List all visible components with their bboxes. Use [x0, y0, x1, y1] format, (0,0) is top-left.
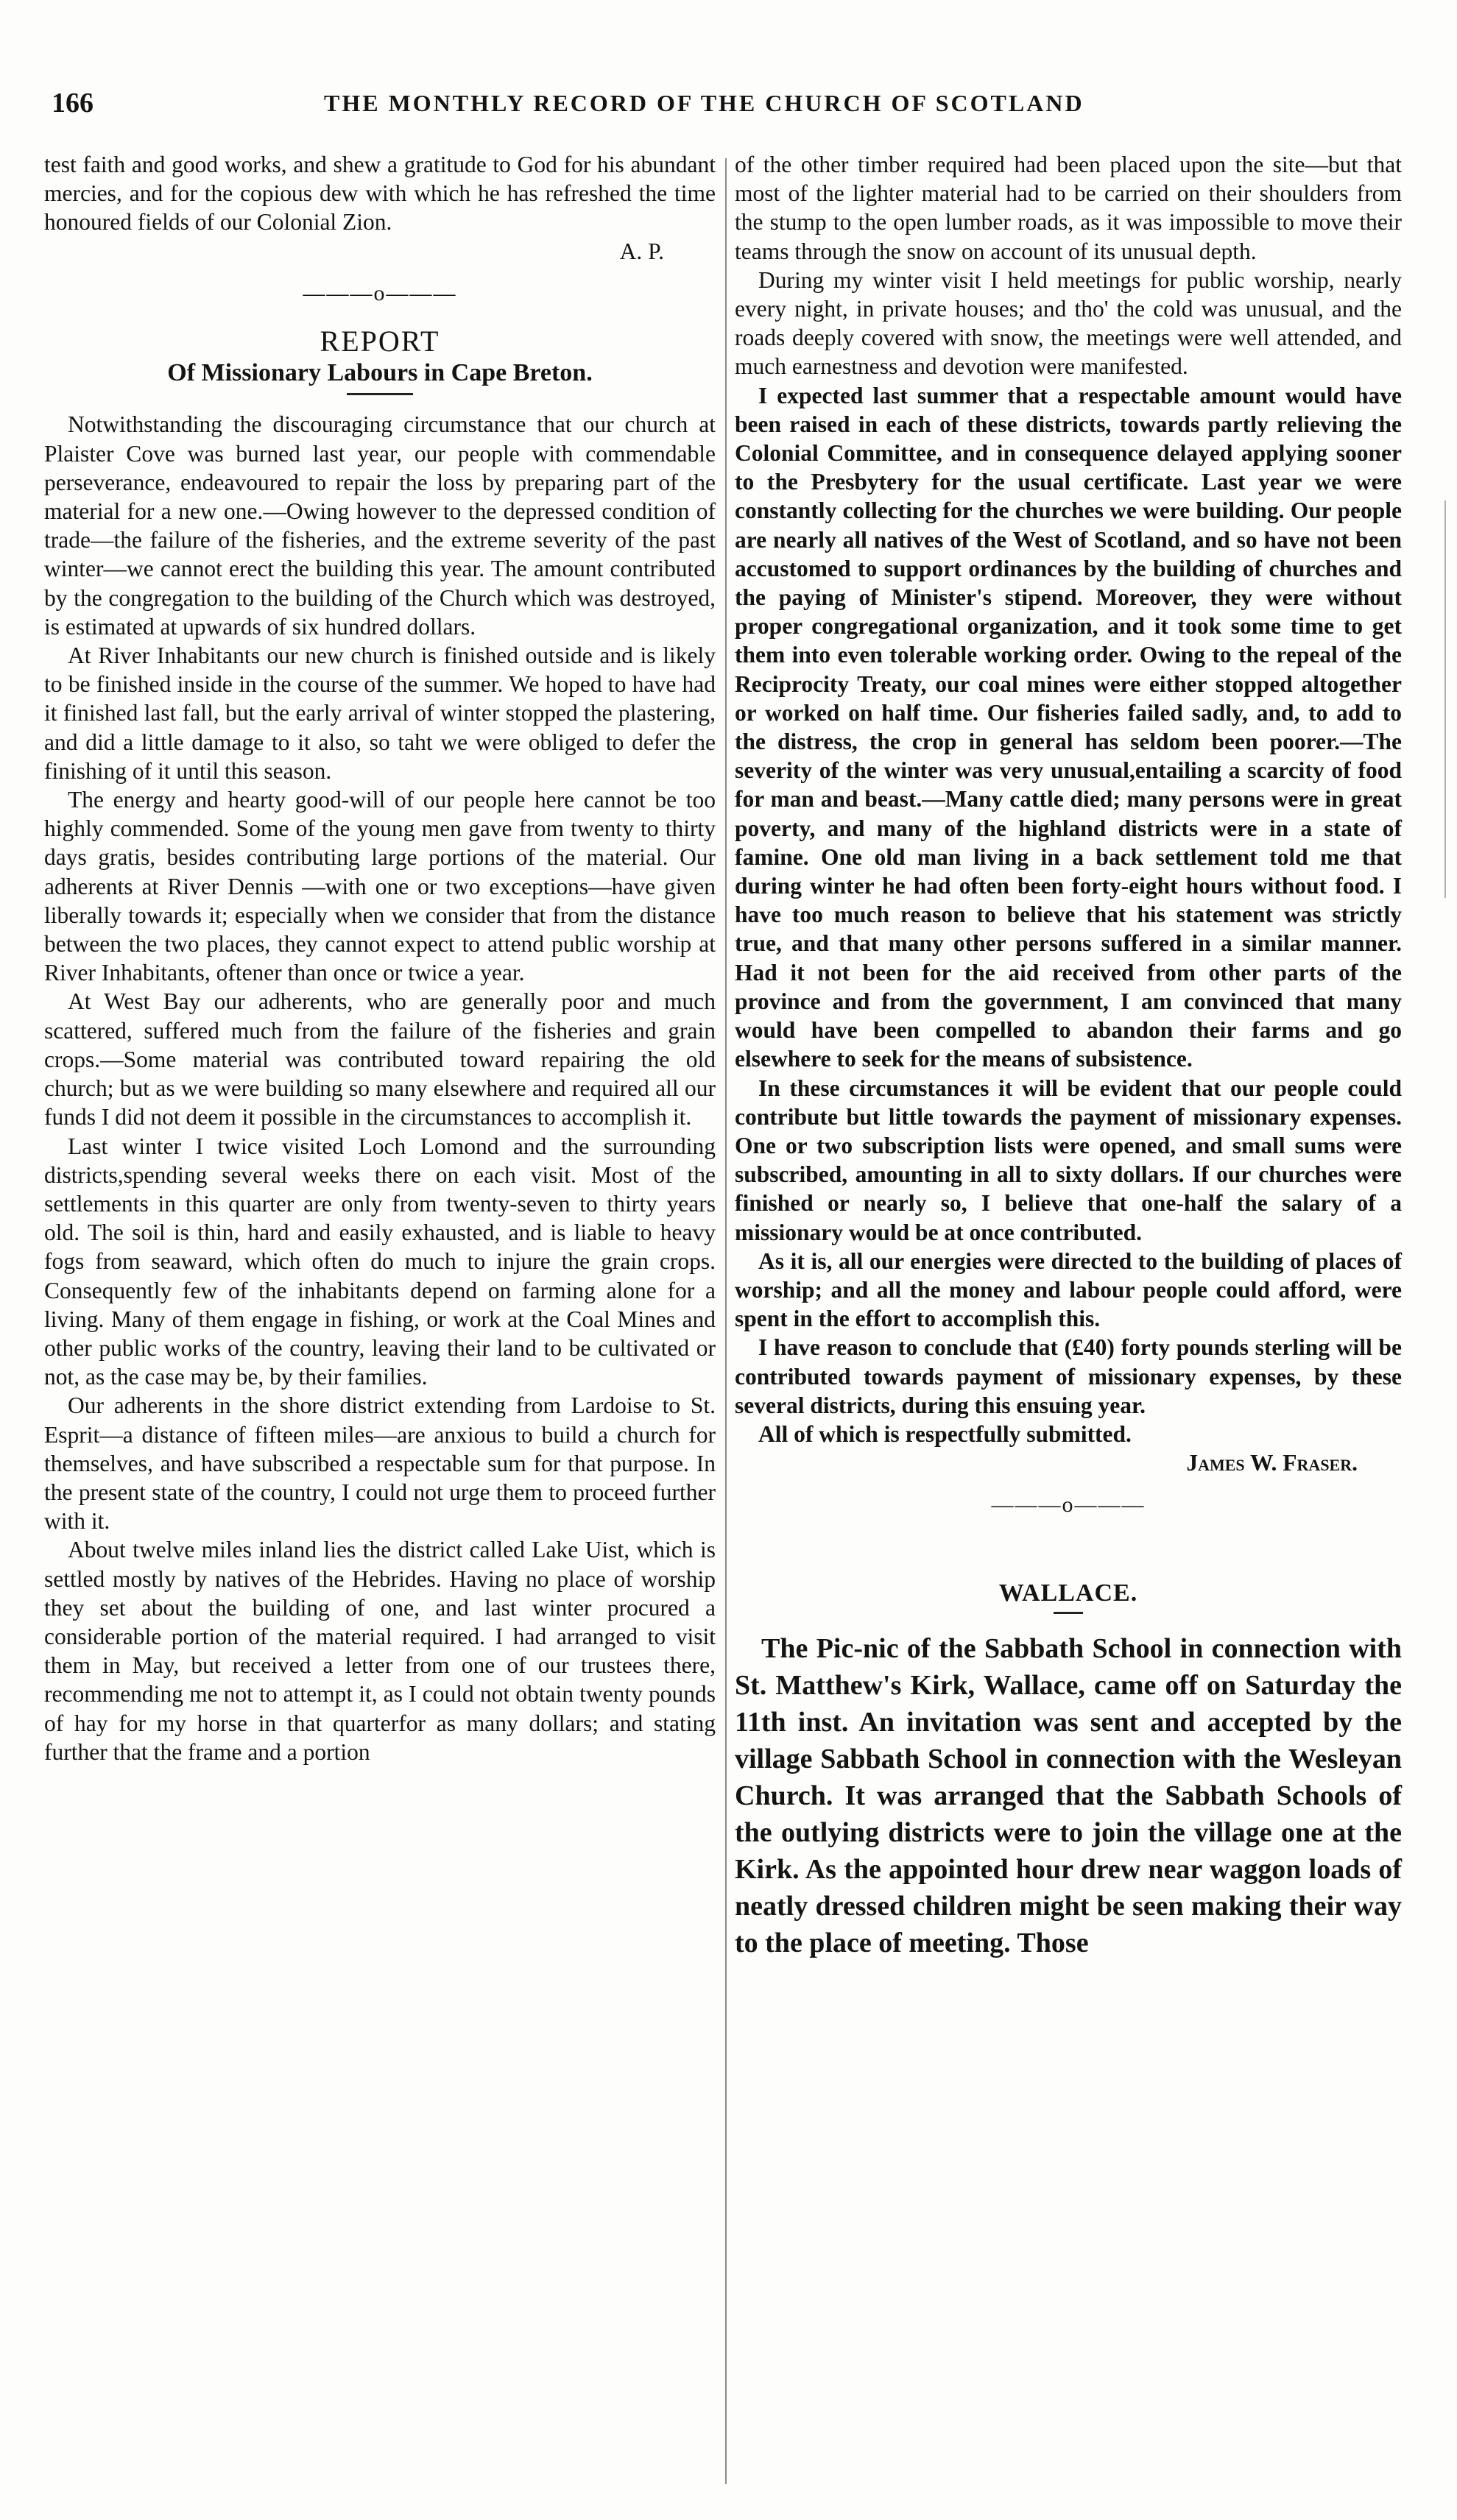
running-head	[52, 87, 1399, 124]
report-paragraph-7: About twelve miles inland lies the district called Lake Uist, which is settled mostly by natives of the Hebrides. Having no place of worship they set about the building of one, and last winter procured a considerable portion of the material required. I had arranged to visit them in May, but received a letter from one of our trustees there, recommending me not to attempt it, as I could not obtain twenty pounds of hay for my horse in that quarterfor as many dollars; and stating further that the frame and a portion	[44, 1537, 716, 1765]
report-paragraph-2: At River Inhabitants our new church is finished outside and is likely to be finished inside in the course of the summer. We hoped to have had it finished last fall, but the early arrival of winter stopped the plastering, and did a little damage to it also, so taht we were obliged to defer the finishing of it until this season.	[44, 643, 716, 784]
report-paragraph-9: During my winter visit I held meetings for public worship, nearly every night, in private houses; and tho' the cold was unusual, and the roads deeply covered with snow, the meetings were well attended, and much earnestness and devotion were manifested.	[735, 266, 1402, 380]
report-paragraph-4: At West Bay our adherents, who are generally poor and much scattered, suffered much from the failure of the fisheries and grain crops.—Some material was contributed toward repairing the old church; but as we were building so many elsewhere and required all our funds I did not deem it possible in the circumstances to accomplish it.	[44, 988, 716, 1130]
column-divider-rule	[725, 158, 727, 2484]
wallace-title-underline	[1054, 1612, 1083, 1614]
wallace-article	[735, 1630, 1402, 1961]
wallace-paragraph: The Pic-nic of the Sabbath School in connection with St. Matthew's Kirk, Wallace, came off on Saturday the 11th inst. An invitation was sent and accepted by the village Sabbath School in connection with the Wesleyan Church. It was arranged that the Sabbath Schools of the outlying districts were to join the village one at the Kirk. As the appointed hour drew near waggon loads of neatly dressed children might be seen making their way to the place of meeting. Those	[735, 1632, 1402, 1958]
report-paragraph-1: Notwithstanding the discouraging circumstance that our church at Plaister Cove was burned last year, our people with commendable perseverance, endeavoured to repair the loss by preparing part of the material for a new one.—Owing however to the depressed condition of trade—the failure of the fisheries, and the extreme severity of the past winter—we cannot erect the building this year. The amount contributed by the congregation to the building of the Church which was destroyed, is estimated at upwards of six hundred dollars.	[44, 411, 716, 640]
continued-paragraph: test faith and good works, and shew a gratitude to God for his abundant mercies, and for the copious dew with which he has refreshed the time honoured fields of our Colonial Zion.	[44, 152, 716, 236]
opening-signature: A. P.	[619, 238, 664, 264]
section-divider-2: ———o———	[991, 1493, 1146, 1518]
margin-mark	[1444, 500, 1446, 898]
report-paragraph-14: All of which is respectfully submitted.	[758, 1420, 1132, 1447]
report-paragraph-10: I expected last summer that a respectable amount would have been raised in each of these districts, towards partly relieving the Colonial Committee, and in consequence delayed applying sooner to the Presbytery for the usual certificate. Last year we were constantly collecting for the churches we were building. Our people are nearly all natives of the West of Scotland, and so have not been accustomed to support ordinances by the building of churches and the paying of Minister's stipend. Moreover, they were without proper congregational organization, and it took some time to get them into even tolerable working order. Owing to the repeal of the Reciprocity Treaty, our coal mines were either stopped altogether or worked on half time. Our fisheries failed sadly, and, to add to the distress, the crop in general has seldom been poorer.—The severity of the winter was very unusual,entailing a scarcity of food for man and beast.—Many cattle died; many persons were in great poverty, and many of the highland districts were in a state of famine. One old man living in a back settlement told me that during winter he had often been forty-eight hours without food. I have too much reason to believe that his statement was strictly true, and that many other persons suffered in a similar manner. Had it not been for the aid received from other parts of the province and from the government, I am convinced that many would have been compelled to abandon their farms and go elsewhere to seek for the means of subsistence.	[735, 382, 1402, 1072]
report-paragraph-6: Our adherents in the shore district extending from Lardoise to St. Esprit—a distance of fifteen miles—are anxious to build a church for themselves, and have subscribed a respectable sum for that purpose. In the present state of the country, I could not urge them to proceed further with it.	[44, 1392, 716, 1535]
right-column	[735, 150, 1402, 1961]
report-paragraph-12: As it is, all our energies were directed to the building of places of worship; and all the money and labour people could afford, were spent in the effort to accomplish this.	[735, 1247, 1402, 1332]
report-paragraph-8: of the other timber required had been placed upon the site—but that most of the lighter material had to be carried on their shoulders from the stump to the open lumber roads, as it was impossible to move their teams through the snow on account of its unusual depth.	[735, 152, 1402, 264]
report-paragraph-11: In these circumstances it will be evident that our people could contribute but little towards the payment of missionary expenses. One or two subscription lists were opened, and small sums were subscribed, amounting in all to sixty dollars. If our churches were finished or nearly so, I believe that one-half the salary of a missionary would be at once contributed.	[735, 1075, 1402, 1245]
report-signature: James W. Fraser.	[1186, 1450, 1358, 1476]
report-paragraph-5: Last winter I twice visited Loch Lomond and the surrounding districts,spending several weeks there on each visit. Most of the settlements in this quarter are only from twenty-seven to thirty years old. The soil is thin, hard and easily exhausted, and is liable to heavy fogs from seaward, which often do much to injure the grain crops. Consequently few of the inhabitants depend on farming alone for a living. Many of them engage in fishing, or work at the Coal Mines and other public works of the country, leaving their land to be cultivated or not, as the case may be, by their families.	[44, 1133, 716, 1390]
section-divider: ———o———	[303, 280, 457, 305]
left-column	[44, 150, 716, 1766]
journal-title: THE MONTHLY RECORD OF THE CHURCH OF SCOTLAND	[324, 90, 1084, 116]
title-underline	[347, 393, 413, 395]
opening-signature-line	[44, 237, 716, 266]
report-paragraph-13: I have reason to conclude that (£40) forty pounds sterling will be contributed towards payment of missionary expenses, by these several districts, during this ensuing year.	[735, 1334, 1402, 1418]
page-number: 166	[52, 88, 94, 118]
report-paragraph-3: The energy and hearty good-will of our people here cannot be too highly commended. Some of the young men gave from twenty to thirty days gratis, besides contributing large portions of the material. Our adherents at River Dennis —with one or two exceptions—have given liberally towards it; especially when we consider that from the distance between the two places, they cannot expect to attend public worship at River Inhabitants, oftener than once or twice a year.	[44, 787, 716, 986]
wallace-title: WALLACE.	[998, 1579, 1138, 1607]
report-title: REPORT	[320, 325, 440, 358]
report-subtitle: Of Missionary Labours in Cape Breton.	[167, 359, 593, 387]
